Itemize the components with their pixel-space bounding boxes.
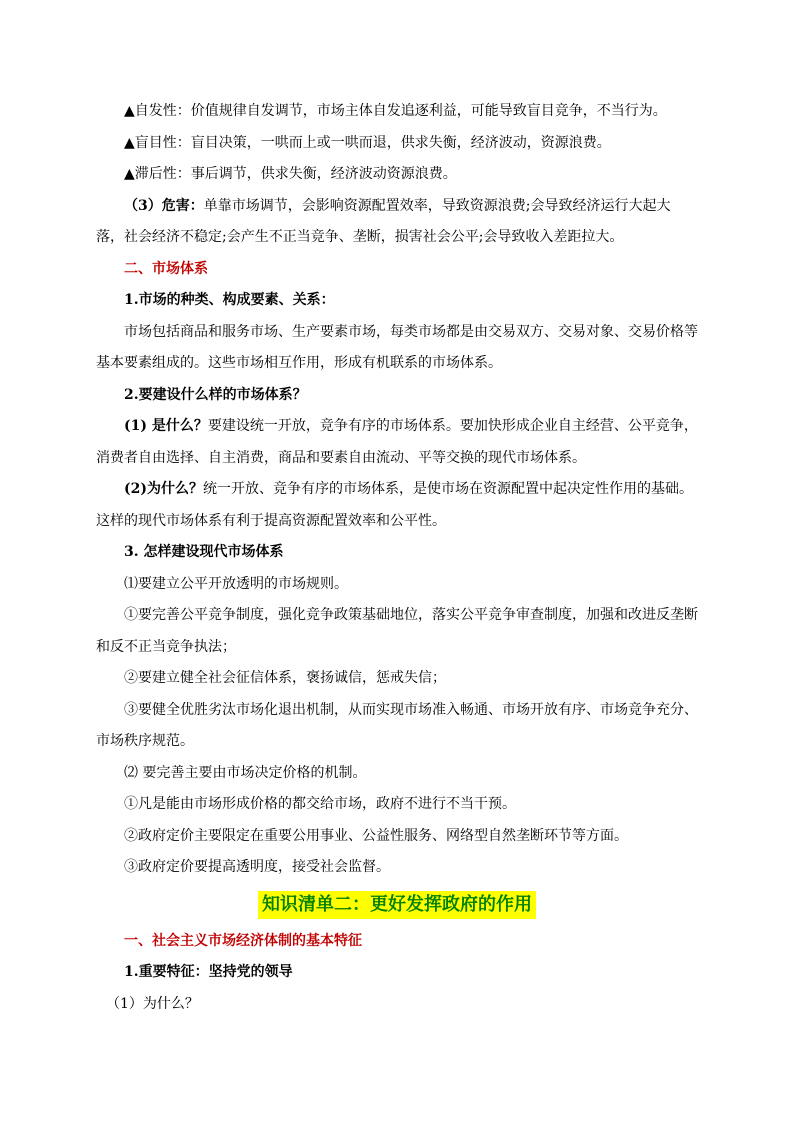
- why-paragraph: [96, 474, 698, 537]
- market-types-paragraph: 市场包括商品和服务市场、生产要素市场，每类市场都是由交易双方、交易对象、交易价格等基本要素组成的。这些市场相互作用，形成有机联系的市场体系。: [96, 323, 698, 371]
- market-system-heading: 二、市场体系: [124, 260, 208, 277]
- section-title: 知识清单二：更好发挥政府的作用: [258, 891, 536, 919]
- build-what-question: 2.要建设什么样的市场体系？: [124, 386, 307, 403]
- rules-item-2: ②要建立健全社会征信体系，褒扬诚信，惩戒失信；: [124, 670, 446, 686]
- harm-label: （3）危害：: [124, 197, 204, 214]
- section-title-wrap: [96, 888, 698, 924]
- what-text: 要建设统一开放，竞争有序的市场体系。要加快形成企业自主经营、公平竞争，消费者自由选择、自主消费，商品和要素自由流动、平等交换的现代市场体系。: [96, 418, 698, 466]
- price-mechanism-line: ⑵ 要完善主要由市场决定价格的机制。: [124, 764, 367, 781]
- what-label: (1) 是什么？: [124, 418, 208, 434]
- rules-item-3: ③要健全优胜劣汰市场化退出机制，从而实现市场准入畅通、市场开放有序、市场竞争充分、市场秩序规范。: [96, 701, 698, 749]
- price-item-2: ②政府定价主要限定在重要公用事业、公益性服务、网络型自然垄断环节等方面。: [124, 827, 628, 844]
- socialist-feature-heading: 一、社会主义市场经济体制的基本特征: [124, 932, 362, 949]
- harm-paragraph: [96, 191, 698, 254]
- price-item-1: ①凡是能由市场形成价格的都交给市场，政府不进行不当干预。: [124, 796, 516, 812]
- what-paragraph: [96, 411, 698, 474]
- market-types-question: 1.市场的种类、构成要素、关系：: [124, 292, 335, 308]
- important-feature-line: 1.重要特征：坚持党的领导: [124, 964, 293, 980]
- price-item-3: ③政府定价要提高透明度，接受社会监督。: [124, 859, 390, 875]
- how-build-question: 3. 怎样建设现代市场体系: [124, 544, 284, 560]
- why-label: (2)为什么？: [124, 481, 203, 497]
- rules-line: ⑴要建立公平开放透明的市场规则。: [124, 575, 348, 592]
- blindness-line: ▲盲目性：盲目决策，一哄而上或一哄而退，供求失衡，经济波动，资源浪费。: [124, 134, 611, 151]
- why-question-line: （1）为什么？: [106, 995, 199, 1012]
- why-text: 统一开放、竞争有序的市场体系，是使市场在资源配置中起决定性作用的基础。这样的现代市场体系有利于提高资源配置效率和公平性。: [96, 481, 693, 529]
- rules-item-1: ①要完善公平竞争制度，强化竞争政策基础地位，落实公平竞争审查制度，加强和改进反垄断和反不正当竞争执法；: [96, 607, 698, 655]
- lag-line: ▲滞后性：事后调节，供求失衡，经济波动资源浪费。: [124, 166, 457, 182]
- spontaneity-line: ▲自发性：价值规律自发调节，市场主体自发追逐利益，可能导致盲目竞争，不当行为。: [124, 103, 667, 119]
- harm-text: 单靠市场调节，会影响资源配置效率，导致资源浪费;会导致经济运行大起大落，社会经济不稳定;会产生不正当竞争、垄断，损害社会公平;会导致收入差距拉大。: [96, 197, 671, 245]
